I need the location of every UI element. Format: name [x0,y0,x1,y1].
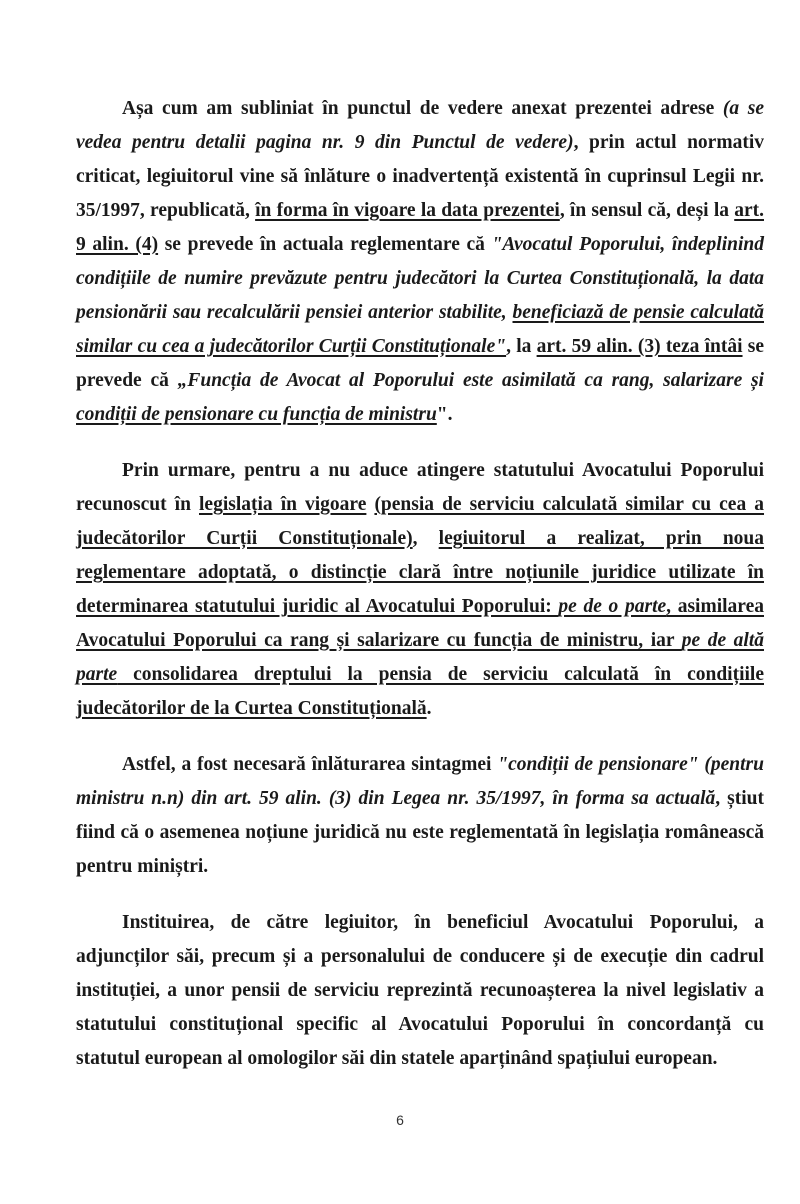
text-segment: Prin urmare, pentru a nu aduce atingere statutului Avocatului Poporului recunoscut în [76,460,764,515]
text-segment: , asimilarea Avocatului Poporului ca rang și salarizare cu funcția de ministru, iar [76,596,764,651]
text-segment: se prevede în actuala reglementare că [158,234,492,255]
text-segment: ". [436,404,453,425]
text-segment: beneficiază de pensie calculată similar cu cea a judecătorilor Curții Constituționale" [76,302,764,357]
text-segment: art. 59 alin. (3) teza întâi [536,336,743,357]
text-segment: legislația în vigoare [199,494,367,515]
page-number: 6 [396,1112,404,1128]
text-segment: consolidarea dreptului la pensia de serviciu calculată în condițiile judecătorilor de la Curtea Constituțională [76,664,764,719]
text-segment: , prin actul normativ criticat, legiuitorul vine să înlăture o inadvertență existentă în cuprinsul Legii nr. 35/1997, republicată, [76,132,764,221]
text-segment: art. 9 alin. (4) [76,200,764,255]
text-segment: Astfel, a fost necesară înlăturarea sintagmei [122,754,498,775]
text-segment: legiuitorul a realizat, prin noua reglementare adoptată, o distincție clară între noțiunile juridice utilizate în determinarea statutului juridic al Avocatului Poporului: [76,528,765,617]
text-segment: "Avocatul Poporului, îndeplinind condițiile de numire prevăzute pentru judecători la Curtea Constituțională, la data pensionării sau recalculării pensiei anterior stabilite, [76,234,764,323]
text-segment: în forma în vigoare la data prezentei [255,200,560,221]
text-segment: Instituirea, de către legiuitor, în beneficiul Avocatului Poporului, a adjuncților săi, precum și a personalului de conducere și de execuție din cadrul instituției, a unor pensii de serviciu reprezintă recunoașterea la nivel legislativ a statutului constituțional specific al Avocatului Poporului în concordanță cu statutul european al omologilor săi din statele aparținând spațiului european. [76,912,764,1069]
text-segment: "condiții de pensionare" (pentru ministru n.n) din art. 59 alin. (3) din Legea nr. 35/1997, în forma sa actuală [76,754,764,809]
text-segment: , la [506,336,537,357]
text-segment: pe de o parte [558,596,667,617]
paragraph-1 [76,92,764,432]
text-segment: . [426,698,432,719]
text-segment: , [412,528,439,549]
text-segment: , știut fiind că o asemenea noțiune juridică nu este reglementată în legislația românească pentru miniștri. [76,788,764,877]
paragraph-3 [76,748,764,884]
text-segment: pe de altă parte [76,630,764,685]
text-segment: condiții de pensionare cu funcția de ministru [76,404,437,425]
text-segment: Așa cum am subliniat în punctul de vedere anexat prezentei adrese [122,98,723,119]
text-segment: (pensia de serviciu calculată similar cu cea a judecătorilor Curții Constituționale) [76,494,765,549]
text-segment: (a se vedea pentru detalii pagina nr. 9 din Punctul de vedere) [76,98,764,153]
paragraph-4 [76,906,764,1076]
text-segment: se prevede că [76,336,765,391]
text-segment: „Funcția de Avocat al Poporului este asimilată ca rang, salarizare și [177,370,764,391]
paragraph-2 [76,454,764,726]
text-segment: , în sensul că, deși la [559,200,735,221]
